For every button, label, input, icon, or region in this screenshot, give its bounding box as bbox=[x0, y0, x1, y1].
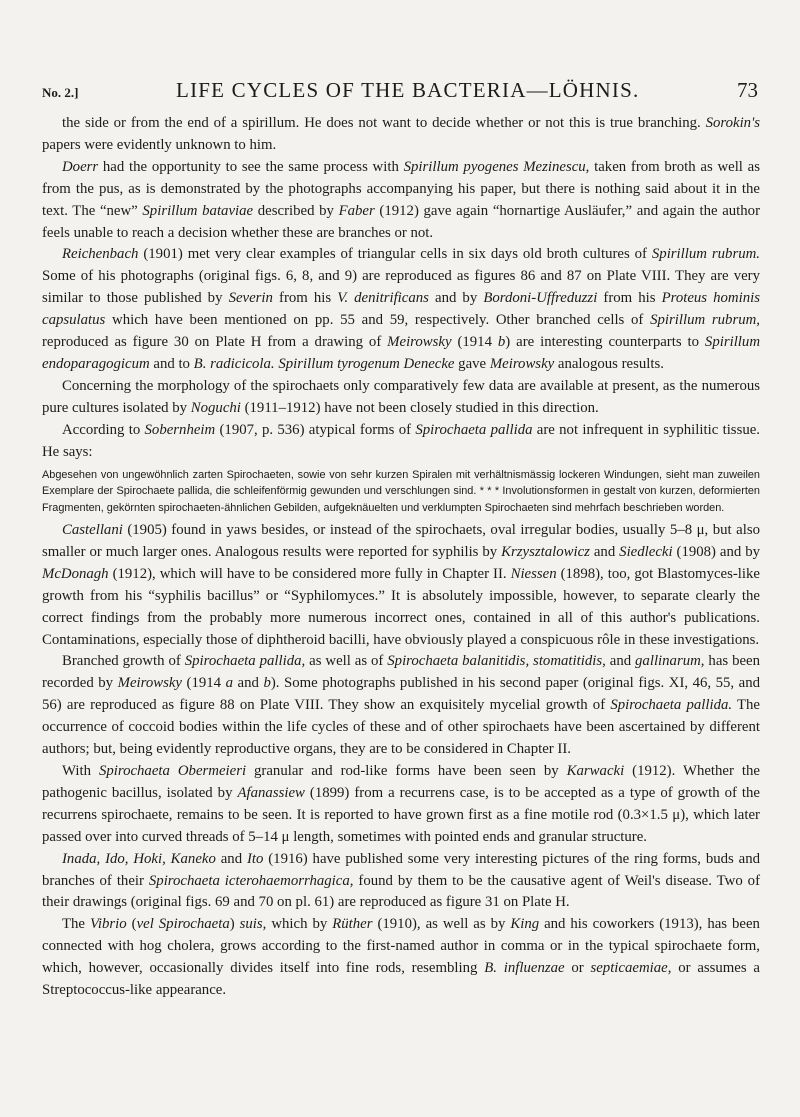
italic-run: King bbox=[510, 916, 540, 933]
italic-run: Sobernheim bbox=[144, 421, 216, 438]
italic-run: Spirillum bataviae bbox=[142, 202, 254, 219]
running-header bbox=[42, 78, 758, 108]
italic-run: Rüther bbox=[332, 916, 373, 933]
paragraph bbox=[42, 914, 760, 1002]
text-run: gave bbox=[454, 355, 490, 372]
text-run: from his bbox=[272, 290, 338, 307]
text-run: papers were evidently unknown to him. bbox=[42, 136, 277, 153]
italic-run: Niessen bbox=[510, 565, 557, 582]
italic-run: Noguchi bbox=[190, 399, 241, 416]
body-text bbox=[42, 113, 760, 1002]
italic-run: McDonagh bbox=[42, 565, 109, 582]
text-run: (1898), too, got Blastomyces-like growth from his “syphilis bacillus” or “Syphilomyces.” It is absolutely impossible, however, to separate clearly the correct findings from the probably more numerous incorrect ones, contained in all of this author's publications. Contaminations, especially those of diphtheroid bacilli, have obviously played a conspicuous rôle in these investigations. bbox=[42, 565, 760, 648]
paragraph bbox=[42, 157, 760, 245]
text-run: the side or from the end of a spirillum. He does not want to decide whether or not this is true branching. bbox=[62, 115, 706, 131]
text-run: which by bbox=[266, 916, 333, 933]
text-run: reproduced as figure 30 on Plate H from a drawing of bbox=[42, 334, 388, 351]
italic-run: a bbox=[225, 675, 233, 692]
text-run: had the opportunity to see the same process with bbox=[98, 158, 404, 175]
italic-run: b bbox=[263, 675, 271, 692]
paragraph bbox=[42, 761, 760, 849]
text-run: and to bbox=[149, 355, 194, 372]
text-run: (1901) met very clear examples of triangular cells in six days old broth cultures of bbox=[138, 246, 652, 263]
italic-run: Sorokin's bbox=[705, 115, 760, 131]
text-run: ( bbox=[126, 916, 137, 933]
text-run: Some of his photographs (original figs. 6, 8, and 9) are reproduced as figures 86 and 87 on Plate VIII. They are very similar to those published by bbox=[42, 268, 760, 307]
paragraph bbox=[42, 113, 760, 157]
italic-run: Spirochaeta pallida, bbox=[184, 653, 306, 670]
italic-run: Spirillum pyogenes Mezinescu, bbox=[403, 158, 590, 175]
issue-number: No. 2.] bbox=[42, 85, 79, 100]
block-quote bbox=[42, 467, 760, 517]
italic-run: Proteus hominis capsulatus bbox=[42, 290, 760, 329]
italic-run: vel Spirochaeta bbox=[136, 916, 230, 933]
paragraph bbox=[42, 651, 760, 761]
italic-run: Siedlecki bbox=[619, 543, 673, 560]
italic-run: Spirochaeta icterohaemorrhagica, bbox=[148, 872, 354, 889]
italic-run: B. influenzae bbox=[484, 960, 565, 977]
text-run: found by them to be the causative agent of Weil's disease. Two of their drawings (original figs. 69 and 70 on pl. 61) are reproduced as figure 31 on Plate H. bbox=[42, 872, 760, 911]
text-run: has been recorded by bbox=[42, 653, 761, 692]
italic-run: Spirillum rubrum. bbox=[651, 246, 760, 263]
text-run: or bbox=[564, 960, 591, 977]
text-run: (1899) from a recurrens case, is to be accepted as a type of growth of the recurrens spirochaete, remains to be seen. It is reported to have grown first as a fine motile rod (0.3×1.5 μ), which later passed over into curved threads of 5–14 μ length, sometimes with pointed ends and granular structure. bbox=[42, 784, 760, 845]
text-run: Branched growth of bbox=[62, 653, 185, 670]
text-run: Concerning the morphology of the spirochaets only comparatively few data are available at present, as the numerous pure cultures isolated by bbox=[42, 377, 760, 416]
text-run: (1911–1912) have not been closely studied in this direction. bbox=[240, 399, 599, 416]
italic-run: Faber bbox=[338, 202, 375, 219]
text-run: from his bbox=[597, 290, 662, 307]
italic-run: Doerr bbox=[62, 158, 99, 175]
text-run: and his coworkers (1913), has been connected with hog cholera, grows according to the first-named author in comma or in the typical spirochaete form, which, however, occasionally divides itself into fine rods, resembling bbox=[42, 916, 760, 977]
text-run: and bbox=[215, 850, 247, 867]
paragraph bbox=[42, 849, 760, 915]
italic-run: Spirillum endoparagogicum bbox=[42, 334, 761, 372]
italic-run: Spirillum tyrogenum Denecke bbox=[278, 355, 455, 372]
text-run: According to bbox=[62, 421, 145, 438]
italic-run: Castellani bbox=[62, 522, 123, 538]
italic-run: Spirochaeta balanitidis, stomatitidis, bbox=[387, 653, 606, 670]
text-run: (1912), which will have to be considered more fully in Chapter II. bbox=[108, 565, 511, 582]
page-number: 73 bbox=[737, 78, 758, 102]
paragraph bbox=[42, 244, 760, 375]
italic-run: Meirowsky bbox=[387, 334, 452, 351]
italic-run: B. radicicola. bbox=[193, 355, 275, 372]
text-run: ). Some photographs published in his second paper (original figs. XI, 46, 55, and 56) are reproduced as figure 88 on Plate VIII. They show an exquisitely mycelial growth of bbox=[42, 675, 761, 714]
text-run: and bbox=[605, 653, 636, 670]
italic-run: Afanassiew bbox=[237, 784, 305, 801]
text-run: ) bbox=[229, 916, 240, 933]
italic-run: gallinarum, bbox=[635, 653, 705, 670]
italic-run: Spirochaeta pallida. bbox=[610, 697, 733, 714]
text-run: (1908) and by bbox=[672, 543, 760, 560]
text-run: which have been mentioned on pp. 55 and 59, respectively. Other branched cells of bbox=[105, 312, 651, 329]
text-run: ) are interesting counterparts to bbox=[505, 334, 705, 351]
italic-run: Ito bbox=[246, 850, 264, 867]
text-run: Abgesehen von ungewöhnlich zarten Spirochaeten, sowie von sehr kurzen Spiralen mit verhältnismässig lockeren Windungen, sieht man zuweilen Exemplare der Spirochaete pallida, die schleifenförmig gewunden und verschlungen sind. * * * Involutionsformen in gestalt von kurzen, deformierten Fragmenten, gekörnten spirochaeten-ähnlichen Gebilden, aufgeknäuelten und verklumpten Spirochaeten sind mehrfach beschrieben worden. bbox=[42, 468, 760, 514]
text-run: and bbox=[589, 543, 620, 560]
italic-run: Krzysztalowicz bbox=[501, 543, 590, 560]
text-run: (1912) gave again “hornartige Ausläufer,” and again the author feels unable to reach a decision whether these are branches or not. bbox=[42, 202, 761, 241]
italic-run: Spirochaeta Obermeieri bbox=[98, 762, 247, 779]
text-run: The occurrence of coccoid bodies within the life cycles of these and of other spirochaets have been ascertained by different authors; but, being evidently reproductive organs, they are to be considered in Chapter II. bbox=[42, 697, 760, 758]
italic-run: Bordoni-Uffreduzzi bbox=[483, 290, 598, 307]
italic-run: Vibrio bbox=[89, 916, 127, 933]
text-run: as well as of bbox=[305, 653, 388, 670]
paragraph bbox=[42, 420, 760, 464]
italic-run: suis, bbox=[239, 916, 267, 933]
text-run: granular and rod-like forms have been seen by bbox=[246, 762, 567, 779]
text-run: and by bbox=[428, 290, 484, 307]
italic-run: Meirowsky bbox=[117, 675, 182, 692]
text-run: described by bbox=[253, 202, 339, 219]
text-run: (1914 bbox=[451, 334, 498, 351]
text-run: (1916) have published some very interesting pictures of the ring forms, buds and branches of their bbox=[42, 850, 761, 889]
italic-run: Meirowsky bbox=[489, 355, 555, 372]
text-run: and bbox=[233, 675, 264, 692]
text-run: or assumes a Streptococcus-like appearance. bbox=[42, 960, 760, 999]
text-run: (1905) found in yaws besides, or instead of the spirochaets, oval irregular bodies, usually 5–8 μ, but also smaller or much larger ones. Analogous results were reported for syphilis by bbox=[42, 522, 760, 560]
italic-run: Reichenbach bbox=[62, 246, 139, 263]
italic-run: b bbox=[497, 334, 506, 351]
text-run: (1914 bbox=[182, 675, 226, 692]
text-run: taken from broth as well as from the pus, as is demonstrated by the photographs accompanying his paper, but there is nothing said about it in the text. The “new” bbox=[42, 158, 760, 219]
text-run: With bbox=[62, 762, 99, 779]
italic-run: septicaemiae, bbox=[590, 960, 672, 977]
text-run: (1912). Whether the pathogenic bacillus, isolated by bbox=[42, 762, 760, 801]
text-run: analogous results. bbox=[554, 355, 664, 372]
italic-run: Inada, Ido, Hoki, Kaneko bbox=[62, 850, 216, 867]
paragraph bbox=[42, 376, 760, 420]
text-run: (1910), as well as by bbox=[372, 916, 511, 933]
text-run: The bbox=[62, 916, 90, 933]
text-run: are not infrequent in syphilitic tissue. He says: bbox=[42, 421, 760, 460]
italic-run: V. denitrificans bbox=[337, 290, 429, 307]
italic-run: Karwacki bbox=[566, 762, 625, 779]
italic-run: Spirillum rubrum, bbox=[650, 312, 760, 329]
italic-run: Spirochaeta pallida bbox=[415, 421, 533, 438]
text-run: (1907, p. 536) atypical forms of bbox=[215, 421, 416, 438]
paragraph bbox=[42, 520, 760, 651]
italic-run: Severin bbox=[228, 290, 273, 307]
running-title: LIFE CYCLES OF THE BACTERIA—LÖHNIS. bbox=[176, 78, 640, 102]
